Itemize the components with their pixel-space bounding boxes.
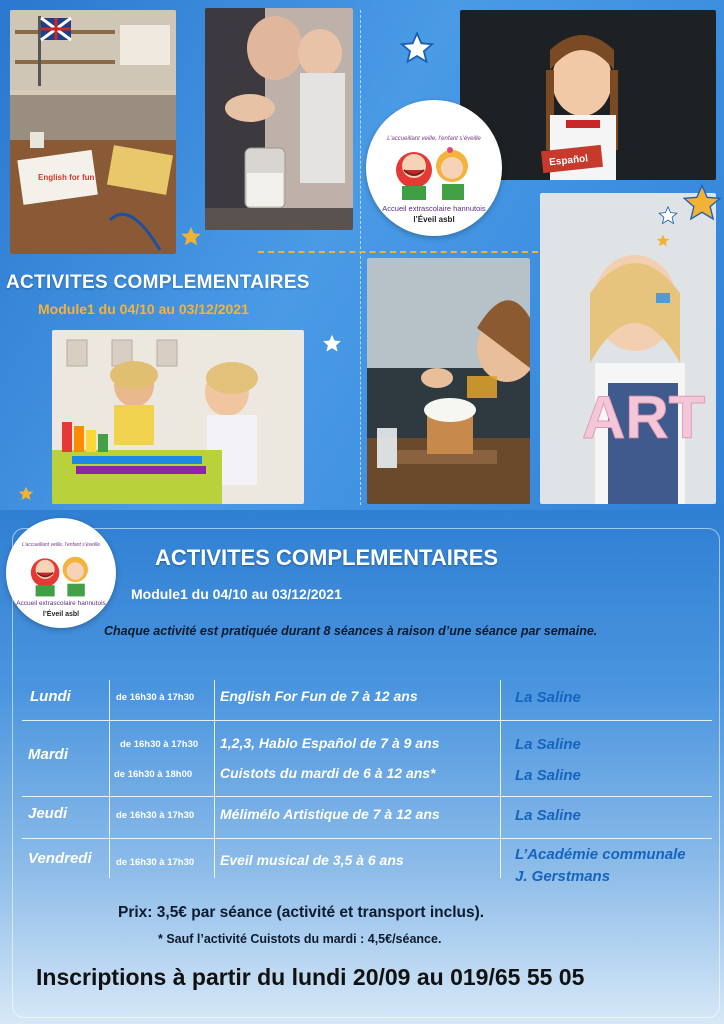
top-subtitle: Module1 du 04/10 au 03/12/2021	[38, 301, 249, 317]
activity-place: La Saline	[515, 736, 581, 753]
star-icon	[18, 486, 34, 502]
row-divider	[22, 796, 712, 797]
time-slot: de 16h30 à 17h30	[120, 739, 199, 750]
bottom-subtitle: Module1 du 04/10 au 03/12/2021	[131, 586, 342, 602]
star-icon	[658, 206, 678, 226]
logo-name: Accueil extrascolaire hannutois	[16, 600, 106, 607]
price-note: * Sauf l’activité Cuistots du mardi : 4,5€/séance.	[158, 932, 442, 946]
children-logo-icon	[26, 552, 96, 598]
photo-art-text: ART	[582, 384, 706, 451]
children-logo-icon	[390, 144, 478, 202]
logo-tagline: L’accueillant veille, l’enfant s’éveille	[387, 136, 481, 142]
intro-text: Chaque activité est pratiquée durant 8 séances à raison d’une séance par semaine.	[104, 624, 598, 638]
row-divider	[22, 720, 712, 721]
photo-art-girl	[540, 193, 716, 504]
photo-xylophone-kids	[52, 330, 304, 504]
activity-place: La Saline	[515, 807, 581, 824]
column-divider	[109, 680, 110, 878]
logo-asbl: l’Éveil asbl	[413, 215, 455, 224]
activity-place: La Saline	[515, 767, 581, 784]
activity-place: L’Académie communale	[515, 846, 686, 863]
day-lundi: Lundi	[30, 688, 71, 705]
photo-book-text: English for fun	[38, 173, 95, 182]
activity-place: La Saline	[515, 689, 581, 706]
photo-espanol-text: Español	[548, 153, 589, 169]
photo-cake-decorating	[367, 258, 530, 504]
registration-text: Inscriptions à partir du lundi 20/09 au 019/65 55 05	[36, 964, 585, 990]
vertical-dashed-divider	[360, 10, 362, 505]
logo-asbl: l’Éveil asbl	[42, 611, 80, 618]
day-jeudi: Jeudi	[28, 805, 68, 822]
photo-english-books	[10, 10, 176, 254]
star-icon	[682, 184, 722, 224]
column-divider	[214, 680, 215, 878]
activity-name: 1,2,3, Hablo Español de 7 à 9 ans	[220, 735, 440, 751]
activity-name: Eveil musical de 3,5 à 6 ans	[220, 852, 404, 868]
time-slot: de 16h30 à 17h30	[116, 857, 195, 868]
logo-eveil-bottom	[6, 518, 116, 628]
logo-eveil-top	[366, 100, 502, 236]
column-divider	[500, 680, 501, 878]
time-slot: de 16h30 à 17h30	[116, 692, 195, 703]
star-icon	[656, 234, 670, 248]
activity-name: English For Fun de 7 à 12 ans	[220, 688, 418, 704]
activity-place-line2: J. Gerstmans	[515, 868, 611, 885]
bottom-title: ACTIVITES COMPLEMENTAIRES	[155, 545, 499, 570]
time-slot: de 16h30 à 18h00	[114, 769, 193, 780]
star-icon	[400, 32, 434, 66]
activity-name: Cuistots du mardi de 6 à 12 ans*	[220, 765, 436, 781]
activity-name: Mélimélo Artistique de 7 à 12 ans	[220, 806, 440, 822]
day-mardi: Mardi	[28, 746, 69, 763]
logo-name: Accueil extrascolaire hannutois	[382, 204, 486, 213]
top-title: ACTIVITES COMPLEMENTAIRES	[6, 272, 310, 293]
logo-tagline: L’accueillant veille, l’enfant s’éveille	[21, 542, 101, 548]
horizontal-dashed-divider	[258, 251, 538, 253]
star-icon	[322, 334, 342, 354]
photo-cooking-flour	[205, 8, 353, 230]
day-vendredi: Vendredi	[28, 850, 92, 867]
row-divider	[22, 838, 712, 839]
time-slot: de 16h30 à 17h30	[116, 810, 195, 821]
price-text: Prix: 3,5€ par séance (activité et transport inclus).	[118, 904, 485, 921]
star-icon	[180, 226, 202, 248]
